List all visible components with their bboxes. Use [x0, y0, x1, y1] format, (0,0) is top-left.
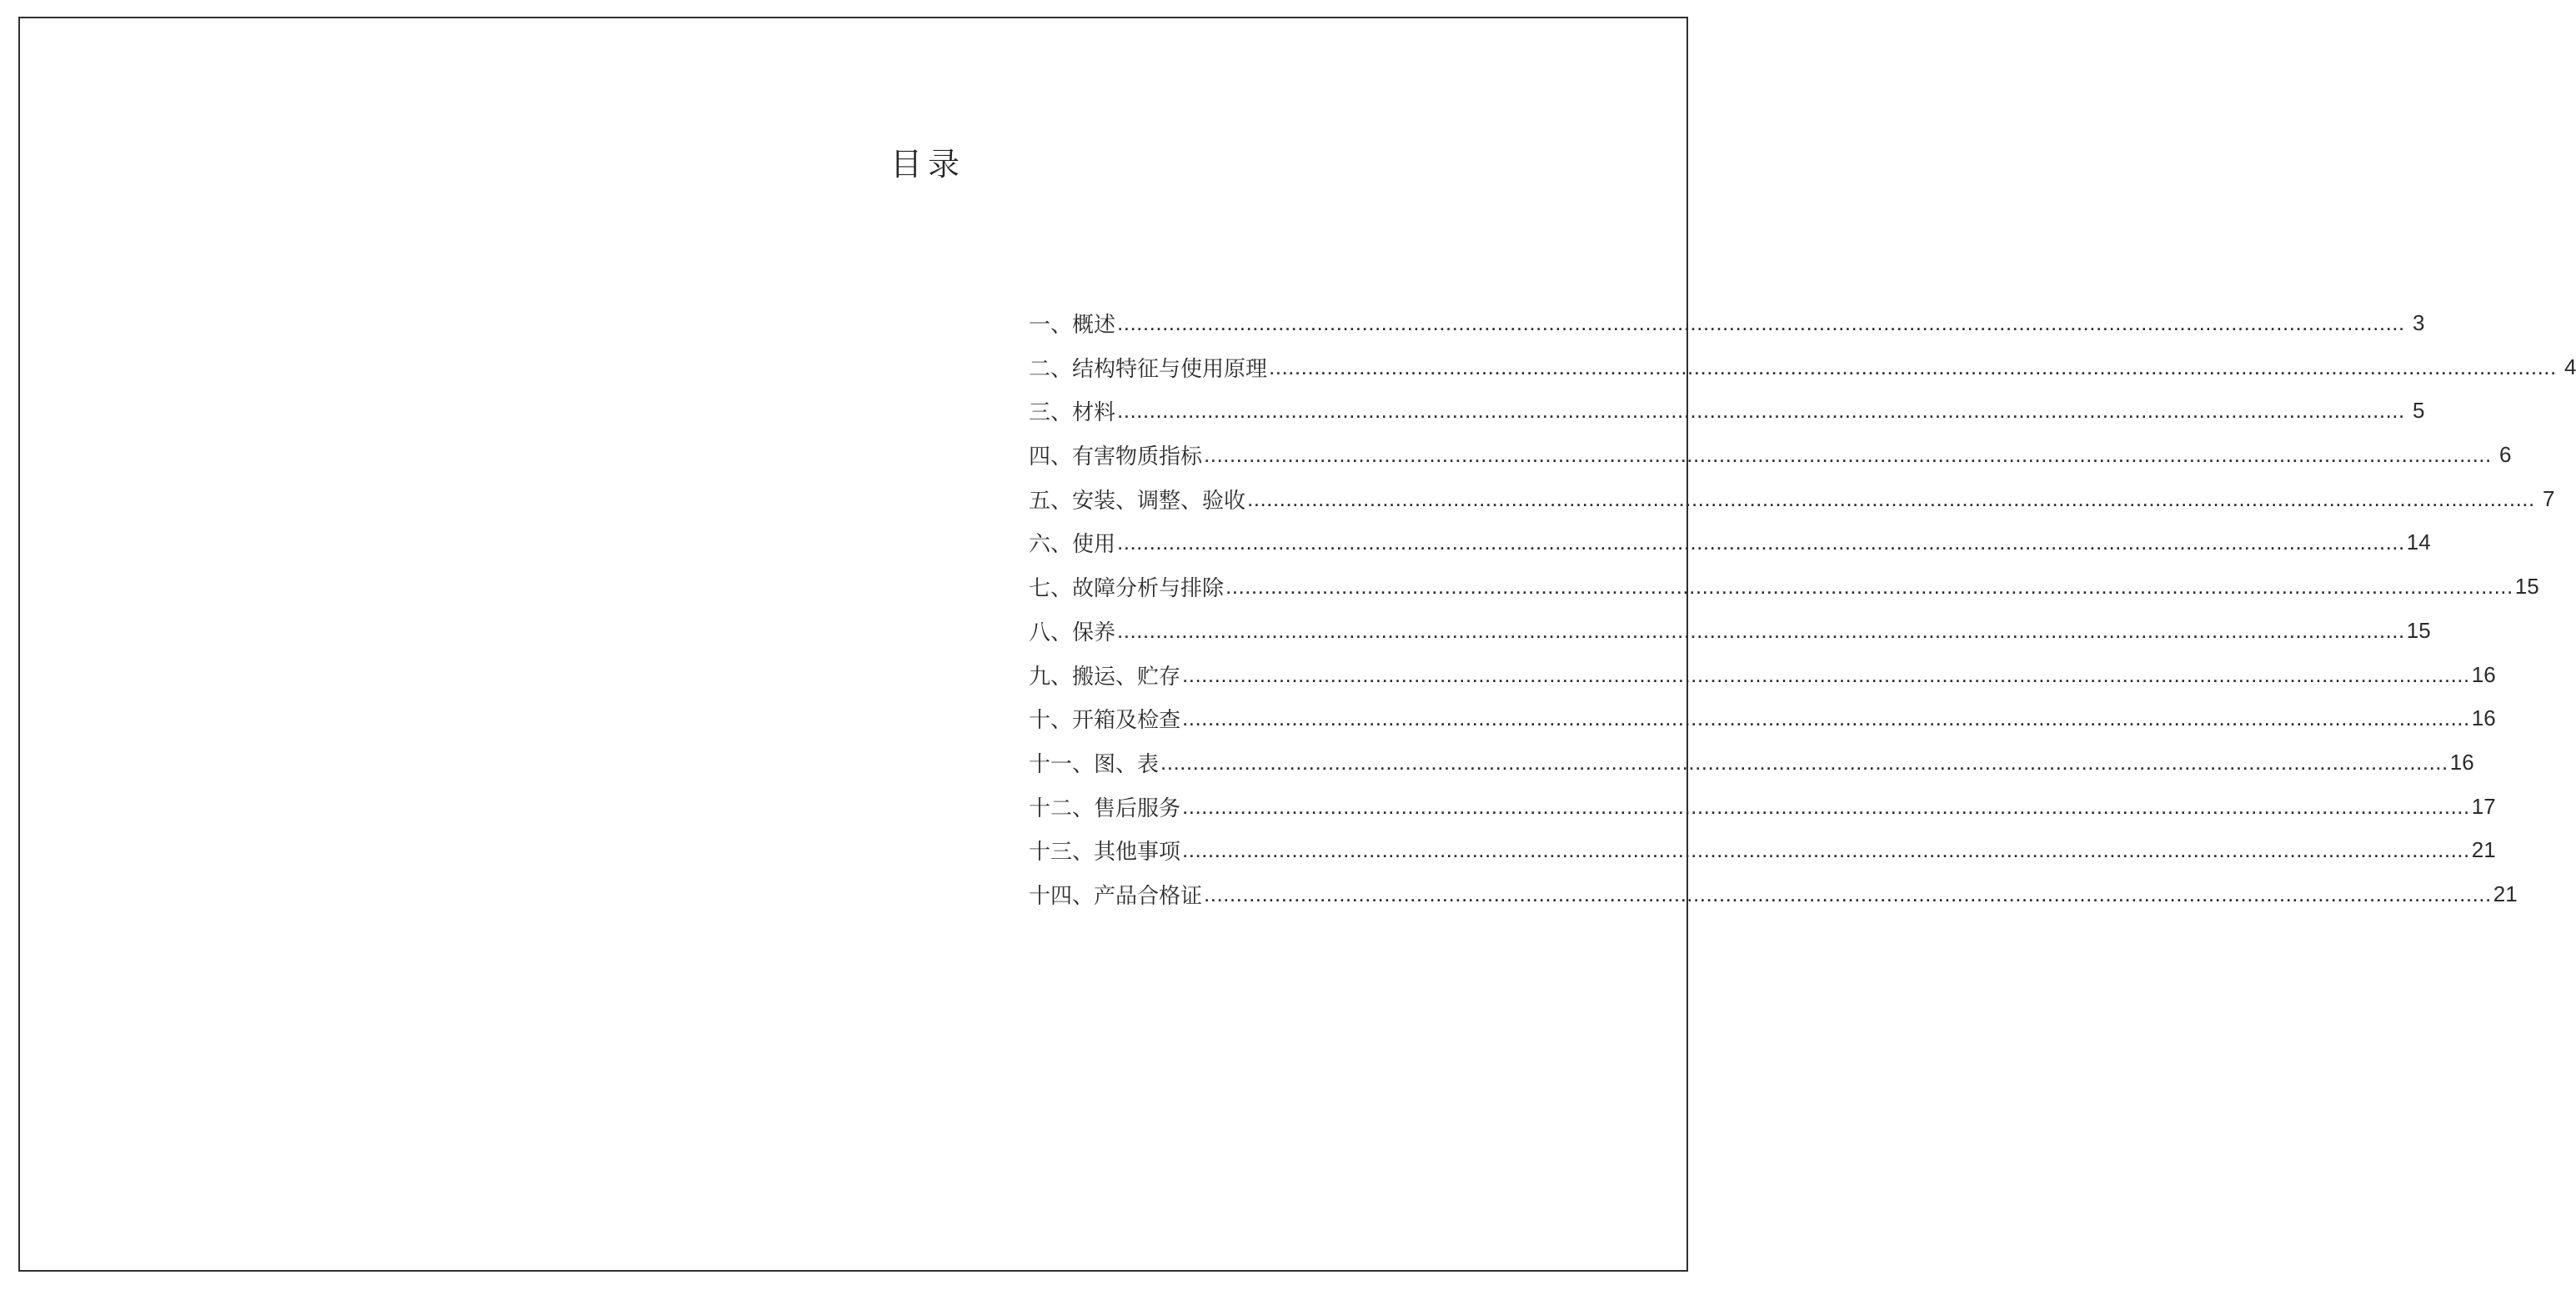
dot-leader: ........................................................................................................................................................................................................	[1204, 442, 2492, 468]
toc-entry[interactable]	[1029, 477, 2555, 521]
toc-entry-page: 21	[2471, 837, 2496, 863]
toc-entry[interactable]	[1029, 433, 2512, 477]
dot-leader: ........................................................................................................................................................................................................	[1117, 530, 2405, 555]
toc-entry-page: 6	[2493, 442, 2512, 468]
toc-entry-page: 7	[2536, 485, 2555, 511]
toc-list	[1029, 301, 2576, 916]
toc-entry-page: 17	[2471, 793, 2496, 819]
toc-entry[interactable]	[1029, 565, 2539, 609]
toc-entry[interactable]	[1029, 609, 2431, 653]
toc-entry-page: 14	[2406, 530, 2431, 555]
toc-entry[interactable]	[1029, 301, 2425, 345]
dot-leader: ........................................................................................................................................................................................................	[1182, 705, 2470, 731]
toc-entry-label: 十四、产品合格证	[1029, 883, 1203, 909]
toc-entry-page: 16	[2449, 750, 2474, 776]
dot-leader: ........................................................................................................................................................................................................	[1204, 881, 2492, 907]
dot-leader: ........................................................................................................................................................................................................	[1269, 354, 2557, 379]
toc-entry[interactable]	[1029, 740, 2474, 785]
dot-leader: ........................................................................................................................................................................................................	[1160, 750, 2448, 776]
toc-entry-label: 七、故障分析与排除	[1029, 575, 1225, 601]
toc-entry[interactable]	[1029, 389, 2425, 433]
toc-entry[interactable]	[1029, 785, 2496, 829]
toc-entry-page: 3	[2406, 309, 2425, 335]
toc-entry-label: 九、搬运、贮存	[1029, 663, 1181, 689]
toc-entry[interactable]	[1029, 521, 2431, 565]
toc-entry[interactable]	[1029, 872, 2518, 916]
dot-leader: ........................................................................................................................................................................................................	[1247, 485, 2535, 511]
dot-leader: ........................................................................................................................................................................................................	[1182, 793, 2470, 819]
toc-entry-page: 16	[2471, 705, 2496, 731]
toc-entry-page: 16	[2471, 661, 2496, 687]
toc-entry-label: 八、保养	[1029, 619, 1116, 645]
toc-entry-page: 21	[2493, 881, 2518, 907]
toc-entry-label: 六、使用	[1029, 531, 1116, 557]
toc-entry[interactable]	[1029, 696, 2496, 740]
toc-entry-page: 15	[2406, 617, 2431, 643]
toc-entry-label: 四、有害物质指标	[1029, 444, 1203, 469]
toc-entry-label: 三、材料	[1029, 399, 1116, 425]
toc-entry-label: 二、结构特征与使用原理	[1029, 355, 1268, 381]
toc-entry[interactable]	[1029, 653, 2496, 697]
toc-entry-label: 十、开箱及检查	[1029, 707, 1181, 733]
toc-entry-label: 十一、图、表	[1029, 751, 1160, 777]
toc-entry[interactable]	[1029, 829, 2496, 873]
page-title: 目录	[890, 148, 966, 183]
dot-leader: ........................................................................................................................................................................................................	[1117, 398, 2405, 424]
toc-entry[interactable]	[1029, 345, 2576, 389]
toc-entry-page: 5	[2406, 398, 2425, 424]
dot-leader: ........................................................................................................................................................................................................	[1117, 617, 2405, 643]
dot-leader: ........................................................................................................................................................................................................	[1182, 661, 2470, 687]
dot-leader: ........................................................................................................................................................................................................	[1225, 574, 2513, 600]
toc-entry-page: 15	[2514, 574, 2539, 600]
toc-entry-page: 4	[2558, 354, 2576, 379]
toc-entry-label: 五、安装、调整、验收	[1029, 487, 1246, 513]
toc-entry-label: 十三、其他事项	[1029, 839, 1181, 865]
toc-entry-label: 十二、售后服务	[1029, 795, 1181, 821]
toc-entry-label: 一、概述	[1029, 311, 1116, 337]
dot-leader: ........................................................................................................................................................................................................	[1117, 309, 2405, 335]
dot-leader: ........................................................................................................................................................................................................	[1182, 837, 2470, 863]
